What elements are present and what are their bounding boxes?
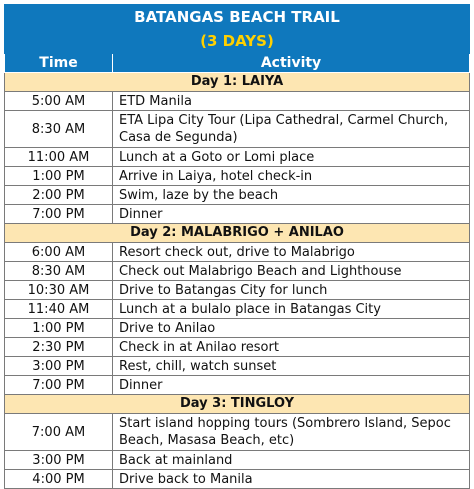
time-cell: 10:30 AM bbox=[5, 281, 113, 300]
title-line-1: BATANGAS BEACH TRAIL bbox=[134, 8, 340, 26]
time-cell: 1:00 PM bbox=[5, 319, 113, 338]
time-cell: 5:00 AM bbox=[5, 92, 113, 111]
activity-cell: Dinner bbox=[113, 376, 470, 395]
activity-cell: Arrive in Laiya, hotel check-in bbox=[113, 167, 470, 186]
table-row bbox=[5, 186, 470, 205]
time-column-header: Time bbox=[5, 54, 113, 73]
activity-cell: Drive to Anilao bbox=[113, 319, 470, 338]
table-row bbox=[5, 281, 470, 300]
table-row bbox=[5, 205, 470, 224]
table-row bbox=[5, 470, 470, 489]
activity-cell: ETA Lipa City Tour (Lipa Cathedral, Carmel Church, Casa de Segunda) bbox=[113, 111, 470, 148]
activity-cell: Start island hopping tours (Sombrero Island, Sepoc Beach, Masasa Beach, etc) bbox=[113, 414, 470, 451]
day-3-header: Day 3: TINGLOY bbox=[5, 395, 470, 414]
time-cell: 3:00 PM bbox=[5, 357, 113, 376]
activity-cell: Drive to Batangas City for lunch bbox=[113, 281, 470, 300]
activity-column-header: Activity bbox=[113, 54, 470, 73]
time-cell: 8:30 AM bbox=[5, 262, 113, 281]
title-line-2: (3 DAYS) bbox=[200, 32, 274, 50]
activity-cell: Check in at Anilao resort bbox=[113, 338, 470, 357]
table-row bbox=[5, 414, 470, 451]
time-cell: 1:00 PM bbox=[5, 167, 113, 186]
activity-cell: Check out Malabrigo Beach and Lighthouse bbox=[113, 262, 470, 281]
table-row bbox=[5, 357, 470, 376]
activity-cell: Resort check out, drive to Malabrigo bbox=[113, 243, 470, 262]
activity-cell: Rest, chill, watch sunset bbox=[113, 357, 470, 376]
activity-cell: Drive back to Manila bbox=[113, 470, 470, 489]
time-cell: 7:00 AM bbox=[5, 414, 113, 451]
activity-cell: Dinner bbox=[113, 205, 470, 224]
time-cell: 2:00 PM bbox=[5, 186, 113, 205]
activity-cell: Swim, laze by the beach bbox=[113, 186, 470, 205]
table-row bbox=[5, 319, 470, 338]
time-cell: 8:30 AM bbox=[5, 111, 113, 148]
activity-cell: Lunch at a Goto or Lomi place bbox=[113, 148, 470, 167]
time-cell: 11:00 AM bbox=[5, 148, 113, 167]
itinerary-table bbox=[4, 4, 470, 489]
time-cell: 2:30 PM bbox=[5, 338, 113, 357]
day-2-header: Day 2: MALABRIGO + ANILAO bbox=[5, 224, 470, 243]
itinerary bbox=[4, 4, 470, 489]
table-row bbox=[5, 167, 470, 186]
table-row bbox=[5, 376, 470, 395]
table-row bbox=[5, 148, 470, 167]
table-row bbox=[5, 451, 470, 470]
activity-cell: Back at mainland bbox=[113, 451, 470, 470]
table-row bbox=[5, 243, 470, 262]
table-row bbox=[5, 111, 470, 148]
time-cell: 11:40 AM bbox=[5, 300, 113, 319]
table-row bbox=[5, 338, 470, 357]
time-cell: 6:00 AM bbox=[5, 243, 113, 262]
activity-cell: ETD Manila bbox=[113, 92, 470, 111]
time-cell: 3:00 PM bbox=[5, 451, 113, 470]
time-cell: 4:00 PM bbox=[5, 470, 113, 489]
activity-cell: Lunch at a bulalo place in Batangas City bbox=[113, 300, 470, 319]
day-1-header: Day 1: LAIYA bbox=[5, 73, 470, 92]
table-row bbox=[5, 300, 470, 319]
table-title bbox=[5, 5, 470, 54]
time-cell: 7:00 PM bbox=[5, 205, 113, 224]
table-row bbox=[5, 262, 470, 281]
table-row bbox=[5, 92, 470, 111]
time-cell: 7:00 PM bbox=[5, 376, 113, 395]
